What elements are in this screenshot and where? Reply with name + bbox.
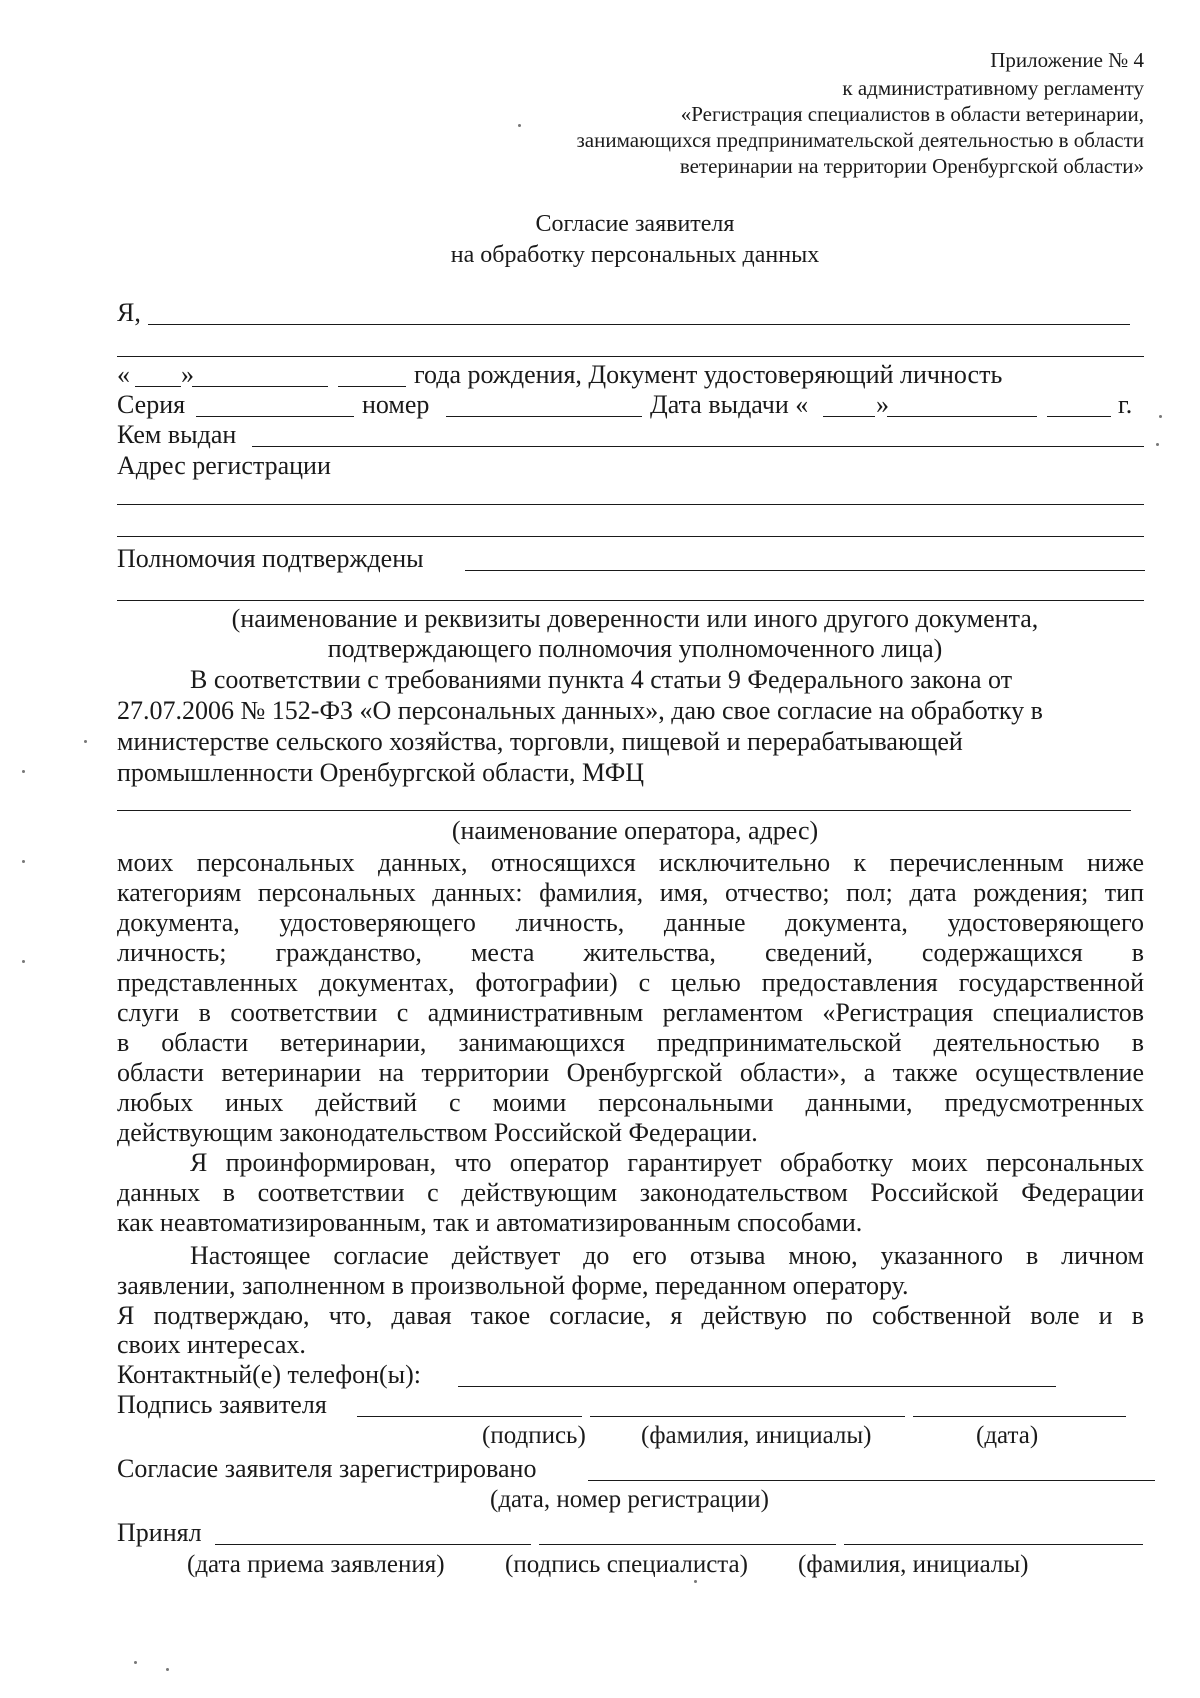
appendix-line-5: ветеринарии на территории Оренбургской области» — [679, 154, 1144, 178]
consent-p1-line-2: 27.07.2006 № 152-ФЗ «О персональных данных», даю свое согласие на обработку в — [117, 696, 1043, 725]
consent-p4-line: заявлении, заполненном в произвольной форме, переданном оператору. — [117, 1271, 909, 1300]
phone-label: Контактный(е) телефон(ы): — [117, 1360, 421, 1389]
issue-year-field[interactable] — [1047, 416, 1111, 417]
birth-text: года рождения, Документ удостоверяющий личность — [414, 360, 1003, 389]
applicant-date-field[interactable] — [913, 1416, 1126, 1417]
authority-label: Полномочия подтверждены — [117, 544, 424, 573]
issue-date-label: Дата выдачи « — [650, 390, 809, 419]
scan-speck — [1159, 415, 1162, 418]
operator-caption: (наименование оператора, адрес) — [451, 816, 819, 845]
caption-accept-date: (дата приема заявления) — [187, 1551, 445, 1578]
scan-speck — [22, 860, 25, 863]
appendix-line-4: занимающихся предпринимательской деятельностью в области — [576, 128, 1144, 152]
issued-by-label: Кем выдан — [117, 420, 237, 449]
applicant-signature-label: Подпись заявителя — [117, 1390, 327, 1419]
document-title-line-1: Согласие заявителя — [535, 211, 735, 237]
scan-speck — [134, 1661, 137, 1664]
full-name-field[interactable] — [148, 324, 1130, 325]
issue-close-quote: » — [876, 390, 889, 419]
birth-day-field[interactable] — [135, 386, 181, 387]
number-label: номер — [362, 390, 430, 419]
consent-p2-line: области ветеринарии на территории Оренбургской области», а также осуществление — [117, 1058, 1144, 1087]
document-title-line-2: на обработку персональных данных — [450, 242, 820, 268]
issue-day-field[interactable] — [823, 416, 875, 417]
scan-speck — [518, 124, 521, 127]
full-name-field-continued[interactable] — [117, 356, 1144, 357]
accepted-label: Принял — [117, 1518, 202, 1547]
address-field-2[interactable] — [117, 536, 1144, 537]
accept-date-field[interactable] — [215, 1544, 531, 1545]
specialist-signature-field[interactable] — [539, 1544, 836, 1545]
applicant-signature-field[interactable] — [357, 1416, 582, 1417]
consent-p2-line: категориям персональных данных: фамилия, имя, отчество; пол; дата рождения; тип — [117, 878, 1144, 907]
scan-speck — [166, 1668, 169, 1671]
consent-p5-line: своих интересах. — [117, 1330, 306, 1359]
consent-p2-line: в области ветеринарии, занимающихся предпринимательской деятельностью в — [117, 1028, 1144, 1057]
scan-speck — [22, 960, 25, 963]
series-label: Серия — [117, 390, 186, 419]
consent-p2-line: действующим законодательством Российской Федерации. — [117, 1118, 758, 1147]
birth-year-field[interactable] — [338, 386, 406, 387]
appendix-line-3: «Регистрация специалистов в области ветеринарии, — [680, 102, 1144, 126]
caption-specialist-name: (фамилия, инициалы) — [798, 1551, 1029, 1578]
birth-close-quote: » — [181, 360, 194, 389]
i-label: Я, — [117, 298, 141, 327]
caption-name: (фамилия, инициалы) — [641, 1422, 872, 1449]
consent-p3-line: как неавтоматизированным, так и автоматизированным способами. — [117, 1208, 863, 1237]
consent-p2-line: моих персональных данных, относящихся исключительно к перечисленным ниже — [117, 848, 1144, 877]
caption-date: (дата) — [976, 1422, 1039, 1449]
registration-caption: (дата, номер регистрации) — [490, 1486, 770, 1513]
issue-month-field[interactable] — [887, 416, 1037, 417]
appendix-line-2: к административному регламенту — [842, 76, 1144, 100]
number-field[interactable] — [446, 416, 642, 417]
authority-field-continued[interactable] — [117, 600, 1144, 601]
birth-open-quote: « — [117, 360, 130, 389]
caption-specialist-signature: (подпись специалиста) — [505, 1551, 748, 1578]
scan-speck — [22, 770, 25, 773]
scan-speck — [694, 1580, 697, 1583]
consent-p2-line: документа, удостоверяющего личность, данные документа, удостоверяющего — [117, 908, 1144, 937]
phone-field[interactable] — [458, 1386, 1056, 1387]
consent-p2-line: любых иных действий с моими персональными данными, предусмотренных — [117, 1088, 1144, 1117]
consent-p3-line: данных в соответствии с действующим законодательством Российской Федерации — [117, 1178, 1144, 1207]
applicant-name-field[interactable] — [590, 1416, 905, 1417]
address-field-1[interactable] — [117, 504, 1144, 505]
series-field[interactable] — [196, 416, 354, 417]
registration-field[interactable] — [588, 1480, 1155, 1481]
consent-p3-line: Я проинформирован, что оператор гарантирует обработку моих персональных — [190, 1148, 1144, 1177]
consent-p1-line-1: В соответствии с требованиями пункта 4 статьи 9 Федерального закона от — [190, 665, 1013, 694]
authority-caption-2: подтверждающего полномочия уполномоченного лица) — [327, 634, 943, 663]
consent-p2-line: слуги в соответствии с административным регламентом «Регистрация специалистов — [117, 998, 1144, 1027]
address-label: Адрес регистрации — [117, 451, 331, 480]
consent-p2-line: личность; гражданство, места жительства, сведений, содержащихся в — [117, 938, 1144, 967]
registered-label: Согласие заявителя зарегистрировано — [117, 1454, 537, 1483]
operator-field[interactable] — [117, 810, 1131, 811]
issued-by-field[interactable] — [252, 446, 1144, 447]
authority-caption-1: (наименование и реквизиты доверенности или иного другого документа, — [231, 604, 1039, 633]
authority-field[interactable] — [465, 570, 1145, 571]
consent-p1-line-3: министерстве сельского хозяйства, торговли, пищевой и перерабатывающей — [117, 727, 963, 756]
consent-p4-line: Настоящее согласие действует до его отзыва мною, указанного в личном — [190, 1241, 1144, 1270]
consent-p1-line-4: промышленности Оренбургской области, МФЦ — [117, 758, 645, 787]
caption-signature: (подпись) — [482, 1422, 586, 1449]
consent-p5-line: Я подтверждаю, что, давая такое согласие, я действую по собственной воле и в — [117, 1301, 1144, 1330]
appendix-number: Приложение № 4 — [990, 48, 1144, 72]
birth-month-field[interactable] — [192, 386, 328, 387]
scan-speck — [84, 740, 87, 743]
year-suffix: г. — [1118, 390, 1133, 419]
specialist-name-field[interactable] — [844, 1544, 1143, 1545]
consent-p2-line: представленных документах, фотографии) с целью предоставления государственной — [117, 968, 1144, 997]
scan-speck — [1156, 443, 1159, 446]
